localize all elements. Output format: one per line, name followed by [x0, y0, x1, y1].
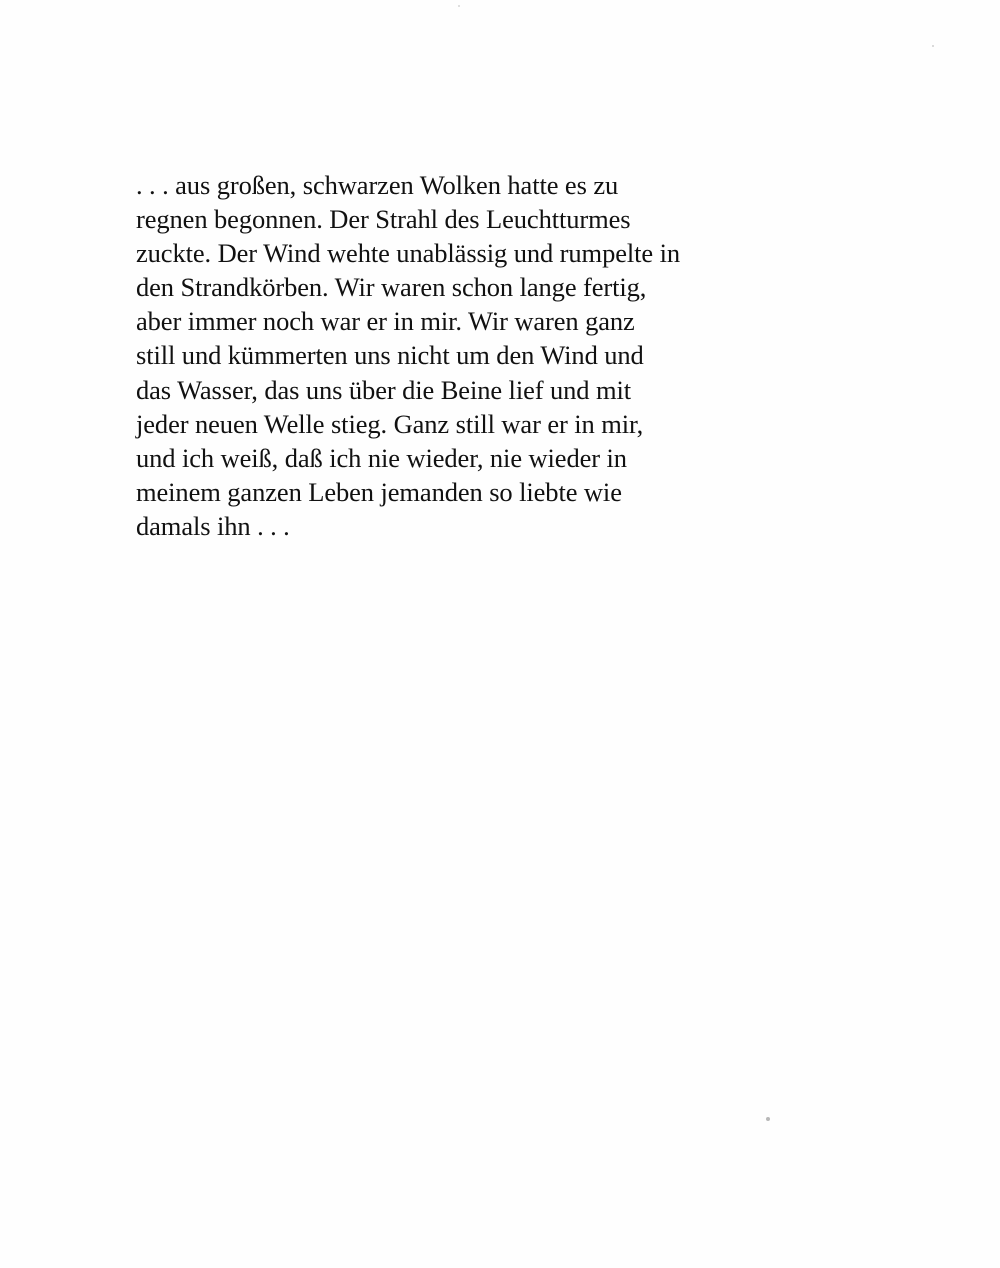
text-line: still und kümmerten uns nicht um den Wind und [136, 340, 644, 371]
text-line: aber immer noch war er in mir. Wir waren ganz [136, 306, 635, 337]
text-line: . . . aus großen, schwarzen Wolken hatte es zu [136, 170, 619, 200]
text-line: regnen begonnen. Der Strahl des Leuchtturmes [136, 204, 631, 235]
text-line: das Wasser, das uns über die Beine lief und mit [136, 374, 632, 405]
paper-speck [458, 5, 460, 7]
text-line: zuckte. Der Wind wehte unablässig und rumpelte in [136, 238, 681, 269]
paper-speck [766, 1117, 770, 1121]
text-line: meinem ganzen Leben jemanden so liebte wie [136, 476, 622, 507]
text-line: jeder neuen Welle stieg. Ganz still war er in mir, [136, 408, 644, 439]
text-line: damals ihn . . . [136, 510, 290, 541]
body-paragraph [136, 168, 756, 543]
paper-speck [932, 45, 934, 47]
text-line: den Strandkörben. Wir waren schon lange fertig, [136, 272, 647, 303]
text-line: und ich weiß, daß ich nie wieder, nie wieder in [136, 442, 627, 473]
